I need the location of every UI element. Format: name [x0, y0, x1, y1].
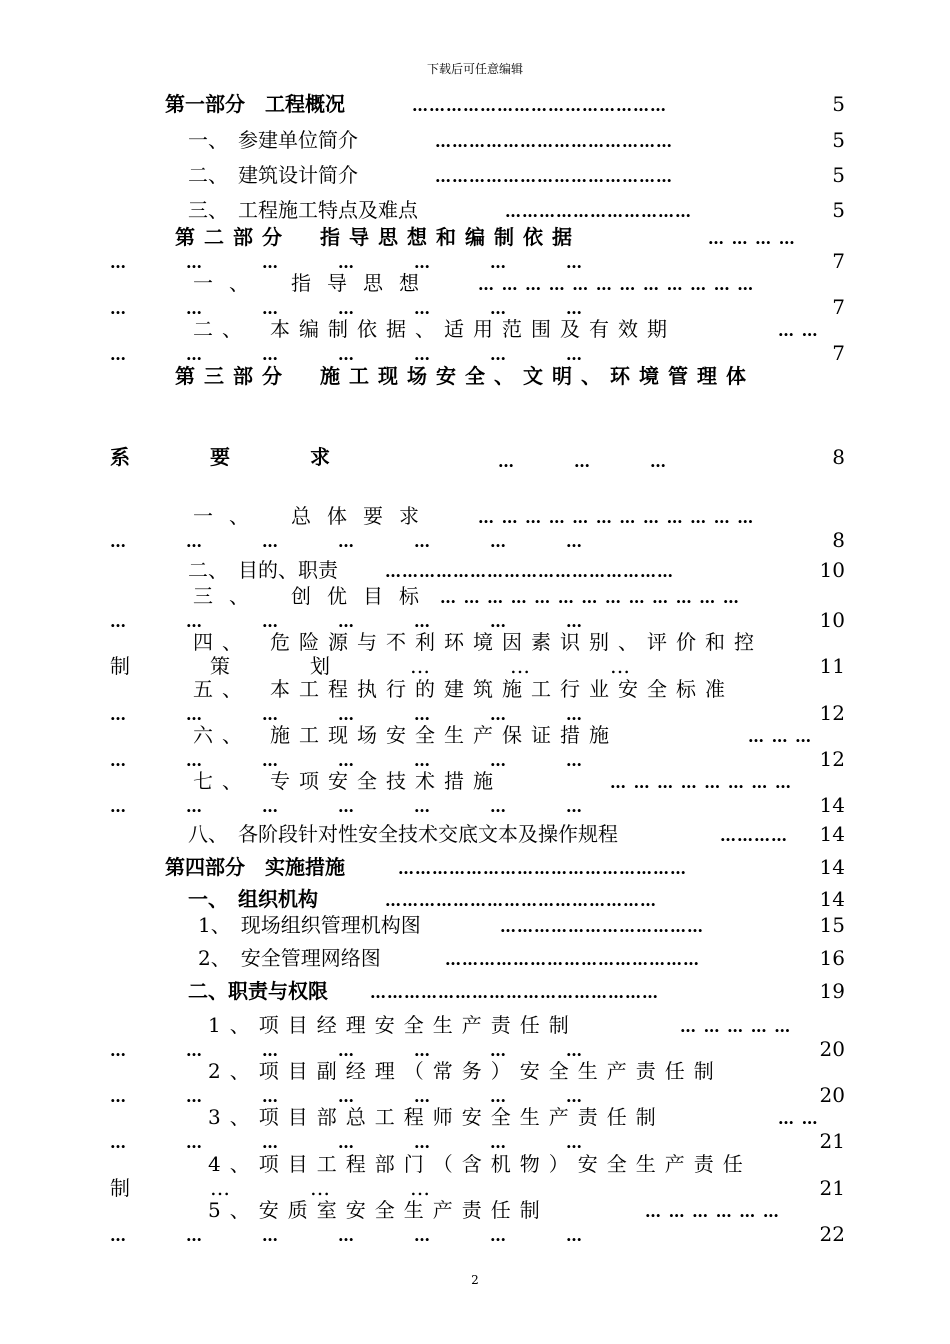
- toc-page-number: 14: [819, 855, 845, 879]
- toc-leader: ……………………………………………: [370, 983, 659, 1002]
- toc-leader: ………………………………………: [412, 96, 667, 115]
- toc-entry[interactable]: 八、 各阶段针对性安全技术交底文本及操作规程: [188, 822, 618, 846]
- toc-leader: … … … … … … … … … … … …: [478, 275, 755, 294]
- toc-leader-continued: … … … … … … …: [110, 705, 605, 724]
- toc-entry-continued[interactable]: 系 要 求: [110, 445, 360, 469]
- toc-leader: …………………………………………: [385, 891, 657, 910]
- toc-page-number: 10: [819, 558, 845, 582]
- toc-leader: … … …: [748, 727, 813, 746]
- toc-page-number: 14: [819, 887, 845, 911]
- toc-leader: ……………………………………: [435, 132, 673, 151]
- toc-page-number: 20: [819, 1083, 845, 1107]
- toc-leader: … … … … …: [680, 1017, 792, 1036]
- toc-entry-continued: 制 策 划 … … …: [110, 654, 660, 678]
- toc-leader-continued: … … … … … … …: [110, 797, 605, 816]
- toc-entry[interactable]: 二、职责与权限: [188, 979, 328, 1003]
- toc-entry[interactable]: 1、 现场组织管理机构图: [198, 913, 421, 937]
- toc-part-4-title[interactable]: 第四部分 实施措施: [165, 855, 345, 879]
- toc-entry[interactable]: 3、项目部总工程师安全生产责任制: [208, 1105, 665, 1129]
- toc-leader: … …: [778, 321, 819, 340]
- toc-leader: ……………………………………: [435, 167, 673, 186]
- toc-page-number: 15: [819, 913, 845, 937]
- toc-entry[interactable]: 4、项目工程部门（含机物）安全生产责任: [208, 1152, 752, 1176]
- toc-leader: ………………………………: [500, 917, 704, 936]
- toc-leader-continued: … … … … … … …: [110, 299, 605, 318]
- toc-page-number: 5: [832, 163, 845, 187]
- toc-entry[interactable]: 2、项目副经理（常务）安全生产责任制: [208, 1059, 723, 1083]
- toc-page-number: 5: [832, 92, 845, 116]
- toc-leader: … …: [778, 1109, 819, 1128]
- toc-entry-continued: 制 … … …: [110, 1176, 460, 1200]
- toc-leader: ………………………………………: [445, 950, 700, 969]
- toc-page-number: 8: [832, 445, 845, 469]
- toc-part-3-title[interactable]: 第三部分 施工现场安全、文明、环境管理体: [175, 364, 755, 388]
- toc-entry[interactable]: 三、 工程施工特点及难点: [188, 198, 418, 222]
- toc-page-number: 10: [819, 608, 845, 632]
- toc-leader: ……………………………………………: [398, 859, 687, 878]
- toc-leader: … … … … … … … …: [610, 773, 792, 792]
- toc-leader: … … … …: [708, 229, 796, 248]
- toc-entry[interactable]: 一、 参建单位简介: [188, 128, 358, 152]
- toc-leader: … … …: [498, 452, 689, 471]
- toc-entry[interactable]: 二、 建筑设计简介: [188, 163, 358, 187]
- toc-entry[interactable]: 四、 危险源与不利环境因素识别、评价和控: [193, 630, 763, 654]
- page-header: 下载后可任意编辑: [426, 62, 523, 76]
- toc-entry[interactable]: 1、项目经理安全生产责任制: [208, 1013, 578, 1037]
- toc-entry[interactable]: 五、 本工程执行的建筑施工行业安全标准: [193, 677, 734, 701]
- toc-page-number: 22: [819, 1222, 845, 1246]
- toc-leader-continued: … … … … … … …: [110, 612, 605, 631]
- toc-leader-continued: … … … … … … …: [110, 751, 605, 770]
- toc-page-number: 5: [832, 198, 845, 222]
- toc-leader: … … … … … … … … … … … …: [478, 508, 755, 527]
- toc-entry[interactable]: 一、 指导思想: [193, 271, 435, 295]
- toc-page-number: 20: [819, 1037, 845, 1061]
- toc-part-1-title[interactable]: 第一部分 工程概况: [165, 92, 345, 116]
- toc-leader-continued: … … … … … … …: [110, 1041, 605, 1060]
- toc-page-number: 12: [819, 747, 845, 771]
- toc-page-number: 14: [819, 822, 845, 846]
- toc-leader-continued: … … … … … … …: [110, 1087, 605, 1106]
- toc-page-number: 5: [832, 128, 845, 152]
- toc-entry[interactable]: 三、 创优目标: [193, 584, 435, 608]
- toc-page-number: 11: [819, 654, 845, 678]
- toc-entry[interactable]: 二、 目的、职责: [188, 558, 338, 582]
- toc-entry[interactable]: 七、 专项安全技术措施: [193, 769, 502, 793]
- toc-page-number: 8: [832, 528, 845, 552]
- toc-entry[interactable]: 一、 总体要求: [193, 504, 435, 528]
- toc-page-number: 21: [819, 1176, 845, 1200]
- toc-leader-continued: … … … … … … …: [110, 1133, 605, 1152]
- toc-leader: ……………………………………………: [385, 562, 674, 581]
- toc-page-number: 12: [819, 701, 845, 725]
- toc-leader: … … … … … … … … … … … … …: [440, 588, 740, 607]
- toc-leader-continued: … … … … … … …: [110, 532, 605, 551]
- toc-page-number: 7: [832, 341, 845, 365]
- toc-page-number: 16: [819, 946, 845, 970]
- toc-leader: ……………………………: [505, 202, 692, 221]
- toc-leader: … … … … … …: [645, 1202, 780, 1221]
- toc-page-number: 14: [819, 793, 845, 817]
- toc-page-number: 21: [819, 1129, 845, 1153]
- toc-page-number: 7: [832, 295, 845, 319]
- toc-part-2-title[interactable]: 第二部分 指导思想和编制依据: [175, 225, 581, 249]
- toc-entry[interactable]: 六、 施工现场安全生产保证措施: [193, 723, 618, 747]
- toc-entry[interactable]: 5、安质室安全生产责任制: [208, 1198, 549, 1222]
- toc-leader-continued: … … … … … … …: [110, 345, 605, 364]
- toc-leader: …………: [720, 826, 788, 845]
- page-number: 2: [471, 1273, 479, 1287]
- toc-leader-continued: … … … … … … …: [110, 253, 605, 272]
- toc-page-number: 19: [819, 979, 845, 1003]
- toc-entry[interactable]: 二、 本编制依据、适用范围及有效期: [193, 317, 676, 341]
- toc-page-number: 7: [832, 249, 845, 273]
- toc-leader-continued: … … … … … … …: [110, 1226, 605, 1245]
- toc-entry[interactable]: 2、 安全管理网络图: [198, 946, 381, 970]
- toc-entry[interactable]: 一、 组织机构: [188, 887, 318, 911]
